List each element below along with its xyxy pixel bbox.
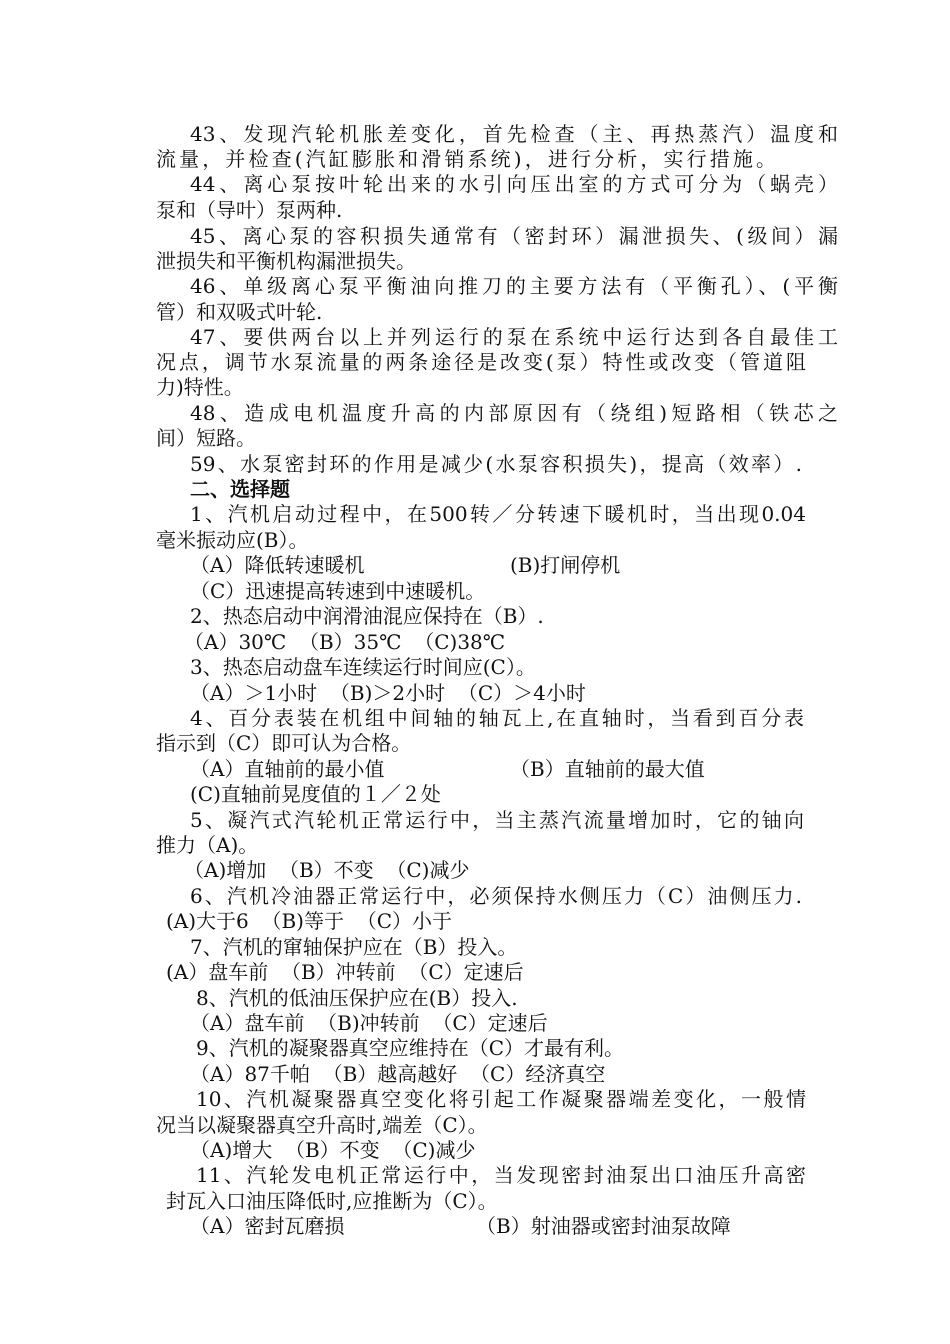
- text-line: 46、单级离心泵平衡油向推刀的主要方法有（平衡孔）、(平衡: [190, 274, 838, 298]
- text-line: 3、热态启动盘车连续运行时间应(C）。: [190, 655, 536, 679]
- text-line: 封瓦入口油压降低时,应推断为（C）。: [166, 1189, 498, 1213]
- text-line: 流量，并检查(汽缸膨胀和滑销系统)，进行分析，实行措施。: [156, 147, 776, 171]
- text-line: 59、水泵密封环的作用是减少(水泵容积损失)，提高（效率）.: [190, 452, 802, 476]
- text-line: 48、造成电机温度升高的内部原因有（绕组)短路相（铁芯之: [190, 401, 838, 425]
- text-line: 7、汽机的窜轴保护应在（B）投入。: [190, 935, 518, 959]
- option-a: （A）降低转速暖机: [190, 553, 365, 577]
- options-line: （A）30℃ （B）35℃ （C)38℃: [184, 630, 506, 654]
- options-line: (A)大于6 （B)等于 （C）小于: [166, 909, 453, 933]
- option-b: （B）直轴前的最大值: [510, 757, 705, 781]
- text-line: 11、汽轮发电机正常运行中，当发现密封油泵出口油压升高密: [196, 1163, 806, 1187]
- text-line: 43、发现汽轮机胀差变化，首先检查（主、再热蒸汽）温度和: [190, 122, 838, 146]
- options-line: （A）盘车前 （B)冲转前 （C）定速后: [190, 1011, 548, 1035]
- text-line: 泵和（导叶）泵两种.: [156, 198, 343, 222]
- text-line: 管）和双吸式叶轮.: [156, 300, 323, 324]
- text-line: 况当以凝聚器真空升高时,端差（C）。: [156, 1113, 488, 1137]
- options-line: （A)增加 （B）不变 （C)减少: [184, 858, 470, 882]
- text-line: 2、热态启动中润滑油混应保持在（B）.: [190, 604, 544, 628]
- text-line: 44、离心泵按叶轮出来的水引向压出室的方式可分为（蜗壳）: [190, 172, 838, 196]
- option-a: （A）密封瓦磨损: [190, 1214, 345, 1238]
- option-b: （B）射油器或密封油泵故障: [476, 1214, 731, 1238]
- text-line: 1、汽机启动过程中，在500转／分转速下暖机时，当出现0.04: [190, 502, 806, 526]
- options-line: （A)增大 （B）不变 （C)减少: [190, 1138, 476, 1162]
- options-line: （A）＞1小时 （B)＞2小时 （C）＞4小时: [190, 681, 586, 705]
- option-c: （C）迅速提高转速到中速暖机。: [190, 579, 486, 603]
- section-heading: 二、选择题: [190, 477, 290, 501]
- options-line: (A）盘车前 （B）冲转前 （C）定速后: [166, 960, 524, 984]
- option-c: (C)直轴前晃度值的１／２处: [190, 782, 441, 806]
- text-line: 6、汽机冷油器正常运行中，必须保持水侧压力（C）油侧压力.: [190, 884, 802, 908]
- text-line: 力)特性。: [156, 375, 244, 399]
- text-line: 指示到（C）即可认为合格。: [156, 731, 412, 755]
- text-line: 8、汽机的低油压保护应在(B）投入.: [196, 986, 518, 1010]
- text-line: 间）短路。: [156, 426, 256, 450]
- option-a: （A）直轴前的最小值: [190, 757, 385, 781]
- text-line: 推力（A)。: [156, 833, 259, 857]
- option-b: (B)打闸停机: [510, 553, 621, 577]
- text-line: 9、汽机的凝聚器真空应维持在（C）才最有利。: [196, 1036, 625, 1060]
- text-line: 10、汽机凝聚器真空变化将引起工作凝聚器端差变化，一般情: [196, 1087, 806, 1111]
- text-line: 毫米振动应(B）。: [156, 528, 309, 552]
- options-line: （A）87千帕 （B）越高越好 （C）经济真空: [190, 1062, 606, 1086]
- text-line: 5、凝汽式汽轮机正常运行中，当主蒸汽流量增加时，它的铀向: [190, 808, 804, 832]
- text-line: 4、百分表装在机组中间轴的轴瓦上,在直轴时，当看到百分表: [190, 706, 804, 730]
- text-line: 况点，调节水泵流量的两条途径是改变(泵）特性或改变（管道阻: [156, 350, 806, 374]
- text-line: 泄损失和平衡机构漏泄损失。: [156, 249, 416, 273]
- text-line: 47、要供两台以上并列运行的泵在系统中运行达到各自最佳工: [190, 325, 838, 349]
- text-line: 45、离心泵的容积损失通常有（密封环）漏泄损失、(级间）漏: [190, 224, 838, 248]
